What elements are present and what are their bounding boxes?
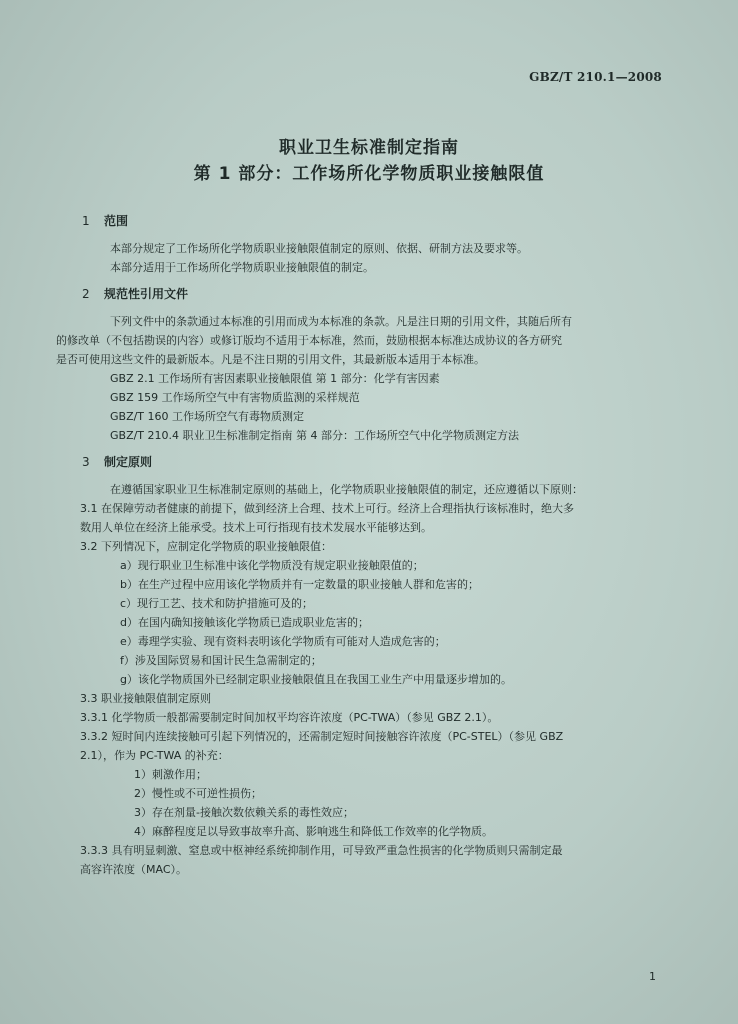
section-number: 1 — [82, 214, 90, 228]
paragraph: 的修改单（不包括勘误的内容）或修订版均不适用于本标准，然而，鼓励根据本标准达成协议的各方研究 — [56, 334, 562, 347]
reference-item: GBZ/T 160 工作场所空气有毒物质测定 — [110, 410, 305, 423]
clause: 数用人单位在经济上能承受。技术上可行指现有技术发展水平能够达到。 — [80, 521, 432, 534]
clause: 3.3.2 短时间内连续接触可引起下列情况的，还需制定短时间接触容许浓度（PC-STEL）（参见 GBZ — [80, 730, 564, 743]
list-item: 4）麻醉程度足以导致事故率升高、影响逃生和降低工作效率的化学物质。 — [134, 825, 493, 838]
document-subtitle: 第 1 部分：工作场所化学物质职业接触限值 — [193, 164, 545, 184]
page-number: 1 — [649, 970, 656, 983]
section-heading-references — [82, 285, 672, 304]
list-item: c）现行工艺、技术和防护措施可及的； — [120, 597, 314, 610]
list-item: g）该化学物质国外已经制定职业接触限值且在我国工业生产中用量逐步增加的。 — [120, 673, 512, 686]
list-item: e）毒理学实验、现有资料表明该化学物质有可能对人造成危害的； — [120, 635, 446, 648]
clause: 3.3.1 化学物质一般都需要制定时间加权平均容许浓度（PC-TWA）（参见 GBZ 2.1）。 — [80, 711, 499, 724]
reference-item: GBZ 2.1 工作场所有害因素职业接触限值 第 1 部分：化学有害因素 — [110, 372, 440, 385]
paragraph: 是否可使用这些文件的最新版本。凡是不注日期的引用文件，其最新版本适用于本标准。 — [56, 353, 485, 366]
paragraph: 在遵循国家职业卫生标准制定原则的基础上，化学物质职业接触限值的制定，还应遵循以下原则： — [110, 483, 583, 496]
section-heading-scope — [82, 212, 672, 231]
paragraph: 本部分规定了工作场所化学物质职业接触限值制定的原则、依据、研制方法及要求等。 — [110, 242, 528, 255]
list-item: 1）刺激作用； — [134, 768, 207, 781]
document-title: 职业卫生标准制定指南 — [279, 138, 459, 158]
list-item: d）在国内确知接触该化学物质已造成职业危害的； — [120, 616, 369, 629]
clause: 3.3 职业接触限值制定原则 — [80, 692, 211, 705]
paragraph: 下列文件中的条款通过本标准的引用而成为本标准的条款。凡是注日期的引用文件，其随后所有 — [110, 315, 572, 328]
section-number: 3 — [82, 455, 90, 469]
paragraph: 本部分适用于工作场所化学物质职业接触限值的制定。 — [110, 261, 374, 274]
reference-item: GBZ 159 工作场所空气中有害物质监测的采样规范 — [110, 391, 360, 404]
clause: 3.1 在保障劳动者健康的前提下，做到经济上合理、技术上可行。经济上合理指执行该标准时，绝大多 — [80, 502, 574, 515]
clause: 3.3.3 具有明显刺激、窒息或中枢神经系统抑制作用，可导致严重急性损害的化学物质则只需制定最 — [80, 844, 563, 857]
list-item: b）在生产过程中应用该化学物质并有一定数量的职业接触人群和危害的； — [120, 578, 479, 591]
list-item: 2）慢性或不可逆性损伤； — [134, 787, 262, 800]
clause: 高容许浓度（MAC）。 — [80, 863, 188, 876]
list-item: 3）存在剂量-接触次数依赖关系的毒性效应； — [134, 806, 354, 819]
section-number: 2 — [82, 287, 90, 301]
document-body — [56, 212, 672, 879]
reference-item: GBZ/T 210.4 职业卫生标准制定指南 第 4 部分：工作场所空气中化学物质测定方法 — [110, 429, 520, 442]
section-title: 规范性引用文件 — [104, 287, 189, 301]
clause: 2.1），作为 PC-TWA 的补充： — [80, 749, 229, 762]
section-title: 范围 — [104, 214, 129, 228]
standard-code: GBZ/T 210.1—2008 — [529, 70, 662, 84]
list-item: a）现行职业卫生标准中该化学物质没有规定职业接触限值的； — [120, 559, 424, 572]
section-heading-principles — [82, 453, 672, 472]
list-item: f）涉及国际贸易和国计民生急需制定的； — [120, 654, 322, 667]
section-title: 制定原则 — [104, 455, 153, 469]
clause: 3.2 下列情况下，应制定化学物质的职业接触限值： — [80, 540, 332, 553]
